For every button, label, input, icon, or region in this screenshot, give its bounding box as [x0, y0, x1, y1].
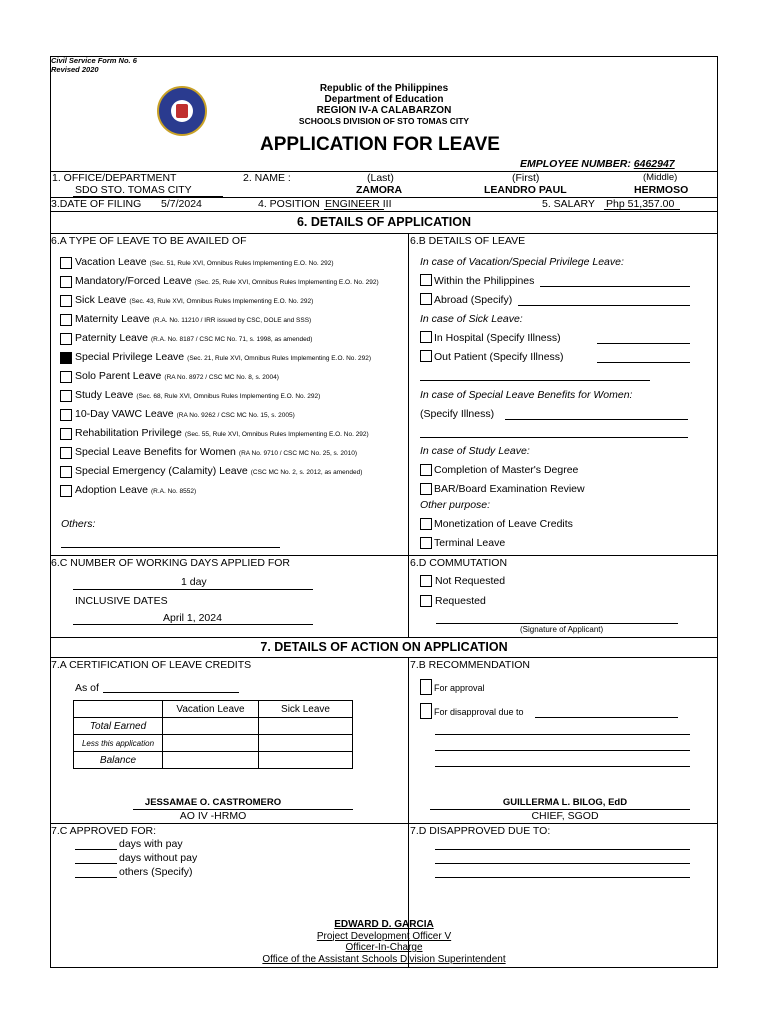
out-patient-line[interactable] — [597, 362, 690, 363]
days-applied-line — [73, 589, 313, 590]
leave-type-legal-basis: (Sec. 43, Rule XVI, Omnibus Rules Implementing E.O. No. 292) — [129, 298, 314, 305]
leave-type-checkbox-1[interactable] — [60, 257, 72, 269]
in-hospital-label: In Hospital (Specify Illness) — [434, 332, 561, 344]
header-division: SCHOOLS DIVISION OF STO TOMAS CITY — [298, 116, 470, 126]
sick-leave-header: Sick Leave — [259, 701, 353, 718]
leave-type-legal-basis: (CSC MC No. 2, s. 2012, as amended) — [250, 469, 363, 476]
others-specify-line[interactable] — [75, 877, 117, 878]
sick-extra-line[interactable] — [420, 380, 650, 381]
days-without-pay-label: days without pay — [119, 852, 198, 864]
vacation-leave-header: Vacation Leave — [163, 701, 259, 718]
deped-seal-icon — [157, 86, 207, 136]
sick-less-application[interactable] — [259, 735, 353, 752]
for-disapproval-checkbox[interactable] — [420, 703, 432, 719]
table-row — [74, 701, 353, 718]
leave-type-label: Adoption Leave — [75, 484, 148, 496]
position-underline — [324, 209, 384, 210]
divider — [50, 657, 718, 658]
leave-type-item — [75, 370, 279, 382]
salary-label: 5. SALARY — [542, 198, 595, 210]
header-block — [284, 83, 484, 127]
header-republic: Republic of the Philippines — [319, 83, 449, 94]
not-requested-checkbox[interactable] — [420, 575, 432, 587]
balance-label: Balance — [74, 752, 163, 769]
disapproved-line-2[interactable] — [435, 863, 690, 864]
leave-type-label: Paternity Leave — [75, 332, 148, 344]
page-title: APPLICATION FOR LEAVE — [260, 134, 500, 155]
header-region: REGION IV-A CALABARZON — [316, 105, 452, 116]
form-number: Civil Service Form No. 6 — [51, 56, 137, 65]
section7-title: 7. DETAILS OF ACTION ON APPLICATION — [260, 640, 508, 654]
approver-title-3: Office of the Assistant Schools Division Superintendent — [262, 953, 506, 965]
leave-type-checkbox-11[interactable] — [60, 447, 72, 459]
abroad-checkbox[interactable] — [420, 293, 432, 305]
others-specify-label: others (Specify) — [119, 866, 193, 878]
name-label: 2. NAME : — [243, 172, 291, 184]
out-patient-label: Out Patient (Specify Illness) — [434, 351, 564, 363]
sick-case-label: In case of Sick Leave: — [420, 313, 523, 325]
approver-name: EDWARD D. GARCIA — [334, 919, 434, 930]
less-application-label: Less this application — [74, 735, 163, 752]
women-extra-line[interactable] — [420, 437, 688, 438]
leave-type-legal-basis: (R.A. No. 8187 / CSC MC No. 71, s. 1998, as amended) — [150, 336, 313, 343]
section6d-title: 6.D COMMUTATION — [410, 557, 508, 569]
leave-type-item — [75, 275, 379, 287]
bar-review-label: BAR/Board Examination Review — [434, 483, 585, 495]
leave-type-legal-basis: (R.A. No. 8552) — [150, 488, 197, 495]
others-line[interactable] — [61, 547, 280, 548]
vacation-total-earned[interactable] — [163, 718, 259, 735]
column-divider — [408, 233, 409, 555]
disapproved-line-1[interactable] — [435, 849, 690, 850]
abroad-line[interactable] — [518, 305, 690, 306]
leave-type-legal-basis: (Sec. 55, Rule XVI, Omnibus Rules Implementing E.O. No. 292) — [184, 431, 369, 438]
employee-number-label: EMPLOYEE NUMBER: — [520, 158, 631, 170]
monetization-label: Monetization of Leave Credits — [434, 518, 573, 530]
divider — [50, 555, 718, 556]
leave-type-checkbox-13[interactable] — [60, 485, 72, 497]
leave-type-label: Special Privilege Leave — [75, 351, 185, 363]
for-approval-label: For approval — [434, 683, 485, 693]
leave-type-item — [75, 389, 320, 401]
leave-type-item — [75, 332, 312, 344]
women-line[interactable] — [505, 419, 688, 420]
leave-type-item — [75, 408, 295, 420]
divider — [408, 823, 718, 824]
vacation-balance[interactable] — [163, 752, 259, 769]
leave-type-checkbox-9[interactable] — [60, 409, 72, 421]
in-hospital-line[interactable] — [597, 343, 690, 344]
specify-illness-label: (Specify Illness) — [420, 408, 495, 420]
leave-type-checkbox-6[interactable] — [60, 352, 72, 364]
out-patient-checkbox[interactable] — [420, 350, 432, 362]
for-approval-checkbox[interactable] — [420, 679, 432, 695]
leave-type-legal-basis: (Sec. 51, Rule XVI, Omnibus Rules Implementing E.O. No. 292) — [149, 260, 334, 267]
signature-label: (Signature of Applicant) — [520, 625, 604, 634]
masters-label: Completion of Master's Degree — [434, 464, 579, 476]
leave-type-checkbox-4[interactable] — [60, 314, 72, 326]
middle-name: HERMOSO — [634, 184, 689, 196]
days-with-pay-line[interactable] — [75, 849, 117, 850]
masters-checkbox[interactable] — [420, 464, 432, 476]
leave-type-label: Vacation Leave — [75, 256, 147, 268]
divider — [50, 823, 408, 824]
leave-type-legal-basis: (RA No. 8972 / CSC MC No. 8, s. 2004) — [164, 374, 279, 381]
table-cell — [74, 701, 163, 718]
disapproved-line-3[interactable] — [435, 877, 690, 878]
office-label: 1. OFFICE/DEPARTMENT — [52, 172, 177, 184]
section6b-title: 6.B DETAILS OF LEAVE — [410, 235, 526, 247]
section6a-title: 6.A TYPE OF LEAVE TO BE AVAILED OF — [51, 235, 247, 247]
leave-type-checkbox-7[interactable] — [60, 371, 72, 383]
approver-block — [200, 919, 568, 965]
recommender-name: GUILLERMA L. BILOG, EdD — [502, 797, 628, 808]
section6c-title: 6.C NUMBER OF WORKING DAYS APPLIED FOR — [51, 557, 291, 569]
abroad-label: Abroad (Specify) — [434, 294, 513, 306]
not-requested-label: Not Requested — [435, 575, 506, 587]
leave-type-label: Special Emergency (Calamity) Leave — [75, 465, 248, 477]
section7c-title: 7.C APPROVED FOR: — [51, 825, 157, 837]
monetization-checkbox[interactable] — [420, 518, 432, 530]
days-without-pay-line[interactable] — [75, 863, 117, 864]
approver-title-2: Officer-In-Charge — [345, 942, 423, 953]
inclusive-dates-line — [73, 624, 313, 625]
leave-type-checkbox-8[interactable] — [60, 390, 72, 402]
section7d-title: 7.D DISAPPROVED DUE TO: — [410, 825, 551, 837]
leave-type-label: Sick Leave — [75, 294, 127, 306]
employee-number-value: 6462947 — [633, 158, 675, 170]
signature-line[interactable] — [436, 623, 678, 624]
study-case-label: In case of Study Leave: — [420, 445, 530, 457]
bar-review-checkbox[interactable] — [420, 483, 432, 495]
leave-type-item — [75, 446, 357, 458]
recommender-title: CHIEF, SGOD — [531, 810, 599, 822]
last-label: (Last) — [367, 172, 394, 184]
leave-type-legal-basis: (Sec. 25, Rule XVI, Omnibus Rules Implementing E.O. No. 292) — [194, 279, 379, 286]
inclusive-dates-label: INCLUSIVE DATES — [75, 595, 168, 607]
vacation-case-label: In case of Vacation/Special Privilege Leave: — [420, 256, 624, 268]
leave-type-label: Study Leave — [75, 389, 134, 401]
other-purpose-label: Other purpose: — [420, 499, 491, 511]
in-hospital-checkbox[interactable] — [420, 331, 432, 343]
within-line[interactable] — [540, 286, 690, 287]
leave-type-item — [75, 484, 196, 496]
leave-type-checkbox-2[interactable] — [60, 276, 72, 288]
certifier-title: AO IV -HRMO — [179, 810, 247, 822]
leave-type-item — [75, 256, 334, 268]
first-label: (First) — [512, 172, 540, 184]
disapproval-line-2[interactable] — [435, 734, 690, 735]
requested-checkbox[interactable] — [420, 595, 432, 607]
requested-label: Requested — [435, 595, 486, 607]
office-value: SDO STO. TOMAS CITY — [75, 184, 192, 196]
days-with-pay-label: days with pay — [119, 838, 183, 850]
leave-credits-table — [73, 700, 353, 769]
section7a-title: 7.A CERTIFICATION OF LEAVE CREDITS — [51, 659, 252, 671]
salary-value: Php 51,357.00 — [606, 198, 675, 210]
women-case-label: In case of Special Leave Benefits for Women: — [420, 389, 633, 401]
sick-total-earned[interactable] — [259, 718, 353, 735]
leave-type-checkbox-10[interactable] — [60, 428, 72, 440]
leave-type-label: Solo Parent Leave — [75, 370, 162, 382]
employee-number — [520, 158, 675, 170]
terminal-leave-label: Terminal Leave — [434, 537, 506, 549]
divider — [50, 637, 718, 638]
terminal-leave-checkbox[interactable] — [420, 537, 432, 549]
leave-type-label: Mandatory/Forced Leave — [75, 275, 192, 287]
divider — [50, 233, 718, 234]
leave-type-label: Special Leave Benefits for Women — [75, 446, 236, 458]
as-of-line[interactable] — [103, 692, 239, 693]
column-divider — [408, 555, 409, 637]
leave-type-legal-basis: (RA No. 9262 / CSC MC No. 15, s. 2005) — [176, 412, 295, 419]
leave-type-item — [75, 465, 362, 477]
days-applied-value: 1 day — [181, 576, 207, 588]
header-department: Department of Education — [324, 94, 444, 105]
leave-type-legal-basis: (R.A. No. 11210 / IRR issued by CSC, DOLE and SSS) — [152, 317, 312, 324]
leave-type-legal-basis: (Sec. 68, Rule XVI, Omnibus Rules Implementing E.O. No. 292) — [136, 393, 321, 400]
certifier-name: JESSAMAE O. CASTROMERO — [144, 797, 282, 808]
leave-type-label: Maternity Leave — [75, 313, 150, 325]
table-row — [74, 752, 353, 769]
as-of-label: As of — [75, 682, 99, 694]
vacation-less-application[interactable] — [163, 735, 259, 752]
table-row — [74, 718, 353, 735]
last-name: ZAMORA — [356, 184, 403, 196]
leave-type-checkbox-12[interactable] — [60, 466, 72, 478]
sick-balance[interactable] — [259, 752, 353, 769]
leave-type-label: Rehabilitation Privilege — [75, 427, 182, 439]
leave-type-item — [75, 294, 313, 306]
first-name: LEANDRO PAUL — [484, 184, 567, 196]
leave-type-item — [75, 313, 311, 325]
middle-label: (Middle) — [643, 172, 678, 183]
form-revised: Revised 2020 — [51, 65, 99, 74]
within-philippines-label: Within the Philippines — [434, 275, 535, 287]
within-philippines-checkbox[interactable] — [420, 274, 432, 286]
total-earned-label: Total Earned — [74, 718, 163, 735]
inclusive-dates-value: April 1, 2024 — [163, 612, 222, 624]
position-label: 4. POSITION — [258, 198, 320, 210]
leave-type-checkbox-5[interactable] — [60, 333, 72, 345]
section7b-title: 7.B RECOMMENDATION — [410, 659, 530, 671]
leave-type-legal-basis: (Sec. 21, Rule XVI, Omnibus Rules Implementing E.O. No. 292) — [187, 355, 372, 362]
section6-title: 6. DETAILS OF APPLICATION — [296, 215, 472, 229]
date-filing-label: 3.DATE OF FILING — [51, 198, 142, 210]
for-disapproval-label: For disapproval due to — [434, 707, 524, 717]
divider — [50, 211, 718, 212]
disapproval-line-3[interactable] — [435, 750, 690, 751]
date-filing-value: 5/7/2024 — [161, 198, 202, 210]
leave-type-legal-basis: (RA No. 9710 / CSC MC No. 25, s. 2010) — [238, 450, 358, 457]
disapproval-reason-line[interactable] — [535, 717, 678, 718]
salary-underline — [604, 209, 680, 210]
approver-title-1: Project Development Officer V — [316, 930, 452, 942]
leave-type-checkbox-3[interactable] — [60, 295, 72, 307]
others-label: Others: — [61, 518, 96, 530]
leave-type-item — [75, 351, 371, 363]
leave-type-label: 10-Day VAWC Leave — [75, 408, 174, 420]
disapproval-line-4[interactable] — [435, 766, 690, 767]
table-row — [74, 735, 353, 752]
position-value: ENGINEER III — [325, 198, 392, 210]
leave-type-item — [75, 427, 369, 439]
